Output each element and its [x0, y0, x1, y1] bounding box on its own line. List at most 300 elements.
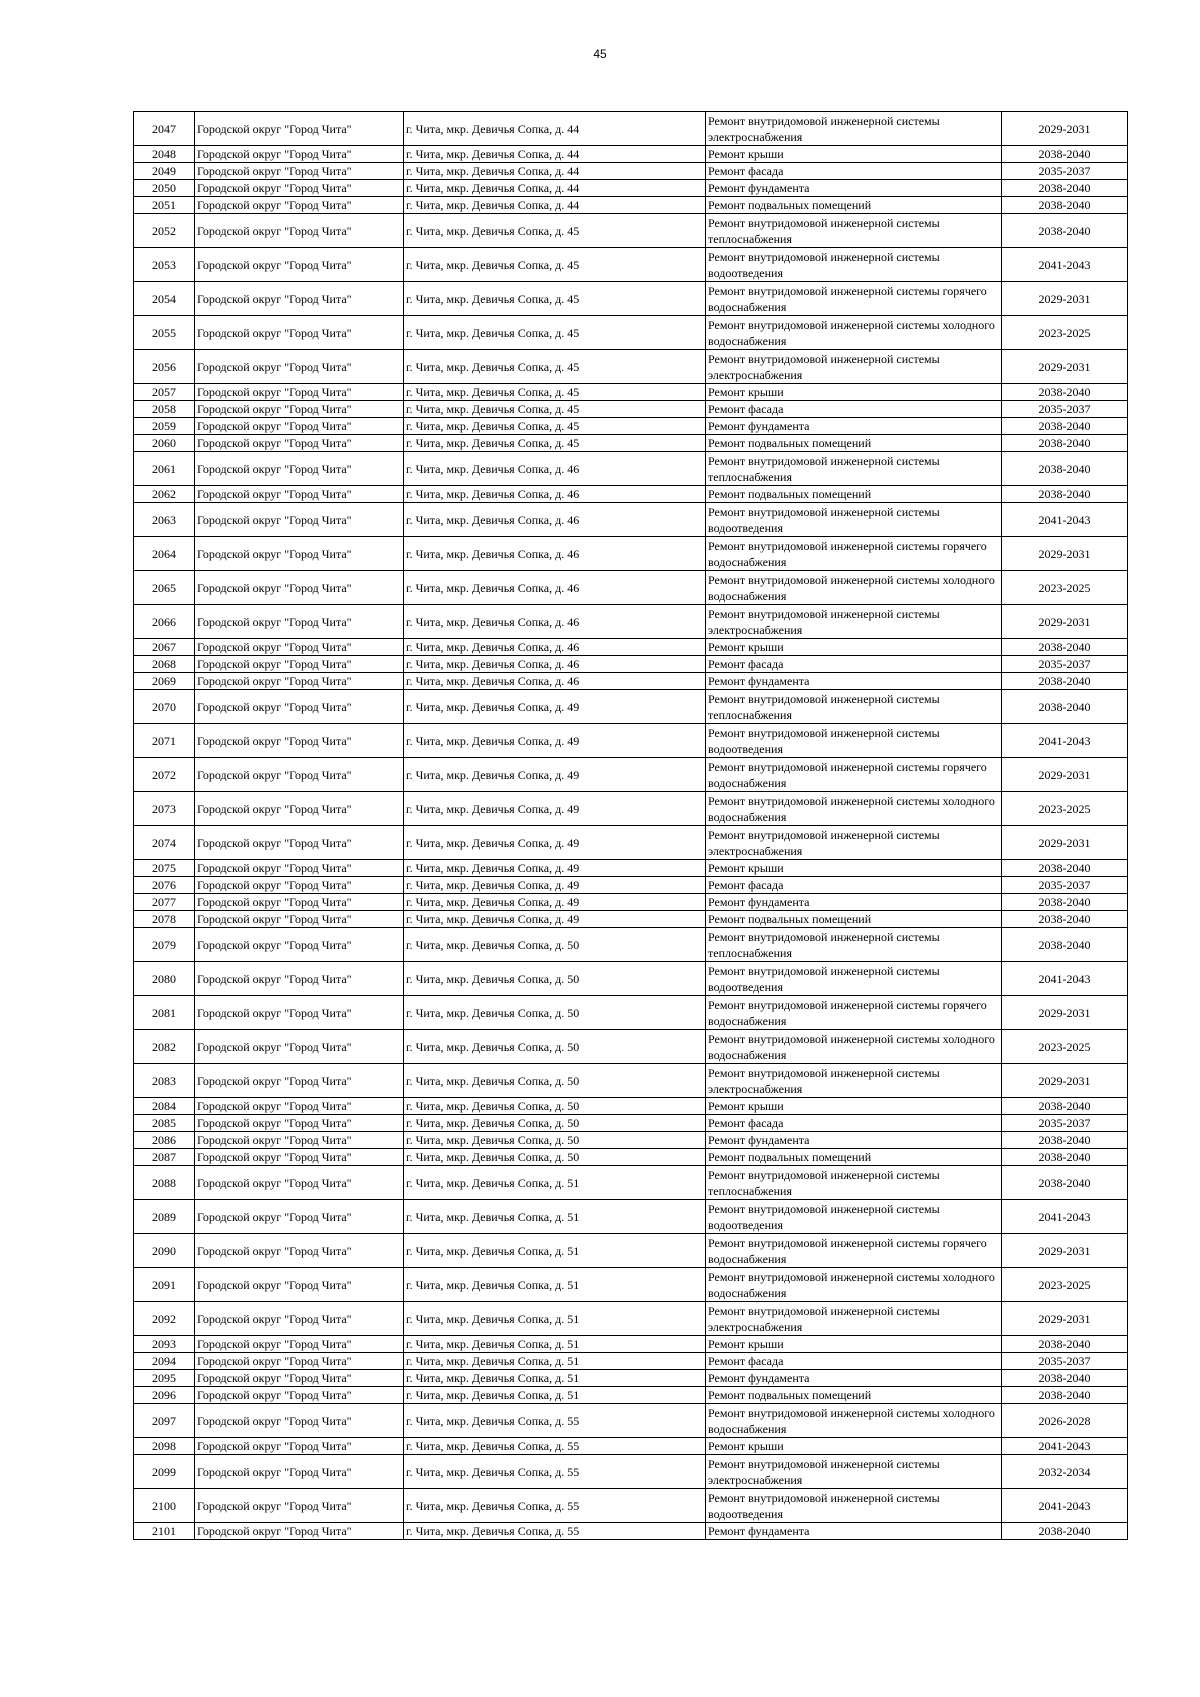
- address-cell: г. Чита, мкр. Девичья Сопка, д. 45: [404, 435, 706, 452]
- table-row: [134, 911, 1128, 928]
- table-row: [134, 1523, 1128, 1540]
- municipality-cell: Городской округ "Город Чита": [195, 452, 404, 486]
- address-cell: г. Чита, мкр. Девичья Сопка, д. 46: [404, 571, 706, 605]
- address-cell: г. Чита, мкр. Девичья Сопка, д. 49: [404, 826, 706, 860]
- row-number-cell: 2074: [134, 826, 195, 860]
- work-type-cell: Ремонт внутридомовой инженерной системы электроснабжения: [706, 1455, 1002, 1489]
- address-cell: г. Чита, мкр. Девичья Сопка, д. 44: [404, 163, 706, 180]
- address-cell: г. Чита, мкр. Девичья Сопка, д. 46: [404, 639, 706, 656]
- municipality-cell: Городской округ "Город Чита": [195, 928, 404, 962]
- work-type-cell: Ремонт фундамента: [706, 1370, 1002, 1387]
- work-type-cell: Ремонт внутридомовой инженерной системы горячего водоснабжения: [706, 996, 1002, 1030]
- municipality-cell: Городской округ "Город Чита": [195, 894, 404, 911]
- table-row: [134, 673, 1128, 690]
- period-cell: 2038-2040: [1002, 418, 1128, 435]
- municipality-cell: Городской округ "Город Чита": [195, 1132, 404, 1149]
- table-row: [134, 384, 1128, 401]
- work-type-cell: Ремонт фасада: [706, 401, 1002, 418]
- row-number-cell: 2056: [134, 350, 195, 384]
- table-row: [134, 1387, 1128, 1404]
- address-cell: г. Чита, мкр. Девичья Сопка, д. 51: [404, 1353, 706, 1370]
- period-cell: 2029-2031: [1002, 996, 1128, 1030]
- row-number-cell: 2100: [134, 1489, 195, 1523]
- work-type-cell: Ремонт внутридомовой инженерной системы холодного водоснабжения: [706, 792, 1002, 826]
- work-type-cell: Ремонт фасада: [706, 877, 1002, 894]
- period-cell: 2029-2031: [1002, 1234, 1128, 1268]
- row-number-cell: 2062: [134, 486, 195, 503]
- work-type-cell: Ремонт фундамента: [706, 894, 1002, 911]
- table-row: [134, 1149, 1128, 1166]
- address-cell: г. Чита, мкр. Девичья Сопка, д. 45: [404, 401, 706, 418]
- municipality-cell: Городской округ "Город Чита": [195, 1387, 404, 1404]
- period-cell: 2029-2031: [1002, 826, 1128, 860]
- period-cell: 2023-2025: [1002, 316, 1128, 350]
- municipality-cell: Городской округ "Город Чита": [195, 1438, 404, 1455]
- address-cell: г. Чита, мкр. Девичья Сопка, д. 51: [404, 1234, 706, 1268]
- row-number-cell: 2061: [134, 452, 195, 486]
- municipality-cell: Городской округ "Город Чита": [195, 1115, 404, 1132]
- address-cell: г. Чита, мкр. Девичья Сопка, д. 51: [404, 1268, 706, 1302]
- period-cell: 2038-2040: [1002, 639, 1128, 656]
- row-number-cell: 2047: [134, 112, 195, 146]
- address-cell: г. Чита, мкр. Девичья Сопка, д. 50: [404, 996, 706, 1030]
- work-type-cell: Ремонт фасада: [706, 163, 1002, 180]
- work-type-cell: Ремонт фундамента: [706, 673, 1002, 690]
- row-number-cell: 2055: [134, 316, 195, 350]
- period-cell: 2038-2040: [1002, 180, 1128, 197]
- period-cell: 2041-2043: [1002, 962, 1128, 996]
- period-cell: 2029-2031: [1002, 537, 1128, 571]
- municipality-cell: Городской округ "Город Чита": [195, 1336, 404, 1353]
- table-row: [134, 435, 1128, 452]
- row-number-cell: 2063: [134, 503, 195, 537]
- table-row: [134, 163, 1128, 180]
- table-row: [134, 656, 1128, 673]
- address-cell: г. Чита, мкр. Девичья Сопка, д. 49: [404, 758, 706, 792]
- municipality-cell: Городской округ "Город Чита": [195, 112, 404, 146]
- period-cell: 2035-2037: [1002, 1115, 1128, 1132]
- period-cell: 2038-2040: [1002, 1523, 1128, 1540]
- period-cell: 2032-2034: [1002, 1455, 1128, 1489]
- work-type-cell: Ремонт подвальных помещений: [706, 1387, 1002, 1404]
- table-row: [134, 962, 1128, 996]
- period-cell: 2035-2037: [1002, 656, 1128, 673]
- row-number-cell: 2073: [134, 792, 195, 826]
- municipality-cell: Городской округ "Город Чита": [195, 1200, 404, 1234]
- work-type-cell: Ремонт внутридомовой инженерной системы горячего водоснабжения: [706, 758, 1002, 792]
- period-cell: 2035-2037: [1002, 877, 1128, 894]
- table-row: [134, 571, 1128, 605]
- period-cell: 2029-2031: [1002, 758, 1128, 792]
- work-type-cell: Ремонт фасада: [706, 656, 1002, 673]
- work-type-cell: Ремонт крыши: [706, 384, 1002, 401]
- municipality-cell: Городской округ "Город Чита": [195, 1404, 404, 1438]
- table-row: [134, 605, 1128, 639]
- work-type-cell: Ремонт крыши: [706, 860, 1002, 877]
- row-number-cell: 2066: [134, 605, 195, 639]
- work-type-cell: Ремонт подвальных помещений: [706, 435, 1002, 452]
- row-number-cell: 2095: [134, 1370, 195, 1387]
- work-type-cell: Ремонт внутридомовой инженерной системы горячего водоснабжения: [706, 282, 1002, 316]
- municipality-cell: Городской округ "Город Чита": [195, 1370, 404, 1387]
- period-cell: 2023-2025: [1002, 1030, 1128, 1064]
- work-type-cell: Ремонт внутридомовой инженерной системы водоотведения: [706, 1200, 1002, 1234]
- work-type-cell: Ремонт внутридомовой инженерной системы электроснабжения: [706, 1302, 1002, 1336]
- work-type-cell: Ремонт крыши: [706, 1336, 1002, 1353]
- work-type-cell: Ремонт внутридомовой инженерной системы холодного водоснабжения: [706, 1404, 1002, 1438]
- address-cell: г. Чита, мкр. Девичья Сопка, д. 46: [404, 452, 706, 486]
- work-type-cell: Ремонт внутридомовой инженерной системы горячего водоснабжения: [706, 537, 1002, 571]
- municipality-cell: Городской округ "Город Чита": [195, 401, 404, 418]
- address-cell: г. Чита, мкр. Девичья Сопка, д. 45: [404, 282, 706, 316]
- table-row: [134, 350, 1128, 384]
- table-row: [134, 928, 1128, 962]
- address-cell: г. Чита, мкр. Девичья Сопка, д. 45: [404, 384, 706, 401]
- table-row: [134, 503, 1128, 537]
- row-number-cell: 2081: [134, 996, 195, 1030]
- table-row: [134, 1200, 1128, 1234]
- municipality-cell: Городской округ "Город Чита": [195, 537, 404, 571]
- period-cell: 2035-2037: [1002, 401, 1128, 418]
- row-number-cell: 2057: [134, 384, 195, 401]
- period-cell: 2038-2040: [1002, 197, 1128, 214]
- municipality-cell: Городской округ "Город Чита": [195, 639, 404, 656]
- row-number-cell: 2093: [134, 1336, 195, 1353]
- row-number-cell: 2059: [134, 418, 195, 435]
- address-cell: г. Чита, мкр. Девичья Сопка, д. 49: [404, 860, 706, 877]
- work-type-cell: Ремонт внутридомовой инженерной системы теплоснабжения: [706, 690, 1002, 724]
- municipality-cell: Городской округ "Город Чита": [195, 418, 404, 435]
- period-cell: 2041-2043: [1002, 1489, 1128, 1523]
- work-type-cell: Ремонт внутридомовой инженерной системы электроснабжения: [706, 350, 1002, 384]
- row-number-cell: 2049: [134, 163, 195, 180]
- row-number-cell: 2089: [134, 1200, 195, 1234]
- table-row: [134, 1455, 1128, 1489]
- address-cell: г. Чита, мкр. Девичья Сопка, д. 51: [404, 1387, 706, 1404]
- work-type-cell: Ремонт фундамента: [706, 1132, 1002, 1149]
- municipality-cell: Городской округ "Город Чита": [195, 1353, 404, 1370]
- row-number-cell: 2101: [134, 1523, 195, 1540]
- municipality-cell: Городской округ "Город Чита": [195, 435, 404, 452]
- row-number-cell: 2085: [134, 1115, 195, 1132]
- address-cell: г. Чита, мкр. Девичья Сопка, д. 50: [404, 1098, 706, 1115]
- address-cell: г. Чита, мкр. Девичья Сопка, д. 55: [404, 1489, 706, 1523]
- work-type-cell: Ремонт внутридомовой инженерной системы водоотведения: [706, 1489, 1002, 1523]
- period-cell: 2038-2040: [1002, 486, 1128, 503]
- row-number-cell: 2069: [134, 673, 195, 690]
- row-number-cell: 2048: [134, 146, 195, 163]
- municipality-cell: Городской округ "Город Чита": [195, 1523, 404, 1540]
- address-cell: г. Чита, мкр. Девичья Сопка, д. 46: [404, 486, 706, 503]
- address-cell: г. Чита, мкр. Девичья Сопка, д. 55: [404, 1455, 706, 1489]
- table-row: [134, 690, 1128, 724]
- row-number-cell: 2068: [134, 656, 195, 673]
- table-row: [134, 180, 1128, 197]
- period-cell: 2035-2037: [1002, 1353, 1128, 1370]
- period-cell: 2038-2040: [1002, 1132, 1128, 1149]
- municipality-cell: Городской округ "Город Чита": [195, 1455, 404, 1489]
- address-cell: г. Чита, мкр. Девичья Сопка, д. 55: [404, 1404, 706, 1438]
- period-cell: 2026-2028: [1002, 1404, 1128, 1438]
- row-number-cell: 2075: [134, 860, 195, 877]
- address-cell: г. Чита, мкр. Девичья Сопка, д. 49: [404, 690, 706, 724]
- table-row: [134, 1302, 1128, 1336]
- period-cell: 2038-2040: [1002, 1149, 1128, 1166]
- row-number-cell: 2064: [134, 537, 195, 571]
- work-type-cell: Ремонт внутридомовой инженерной системы электроснабжения: [706, 112, 1002, 146]
- municipality-cell: Городской округ "Город Чита": [195, 1030, 404, 1064]
- period-cell: 2023-2025: [1002, 571, 1128, 605]
- address-cell: г. Чита, мкр. Девичья Сопка, д. 49: [404, 877, 706, 894]
- table-row: [134, 1132, 1128, 1149]
- work-type-cell: Ремонт фасада: [706, 1353, 1002, 1370]
- row-number-cell: 2099: [134, 1455, 195, 1489]
- period-cell: 2023-2025: [1002, 792, 1128, 826]
- municipality-cell: Городской округ "Город Чита": [195, 996, 404, 1030]
- period-cell: 2029-2031: [1002, 605, 1128, 639]
- period-cell: 2038-2040: [1002, 146, 1128, 163]
- municipality-cell: Городской округ "Город Чита": [195, 486, 404, 503]
- table-body: [134, 112, 1128, 1540]
- period-cell: 2038-2040: [1002, 1370, 1128, 1387]
- row-number-cell: 2092: [134, 1302, 195, 1336]
- work-type-cell: Ремонт внутридомовой инженерной системы водоотведения: [706, 503, 1002, 537]
- table-row: [134, 1030, 1128, 1064]
- address-cell: г. Чита, мкр. Девичья Сопка, д. 50: [404, 1132, 706, 1149]
- table-row: [134, 1234, 1128, 1268]
- address-cell: г. Чита, мкр. Девичья Сопка, д. 46: [404, 605, 706, 639]
- work-type-cell: Ремонт внутридомовой инженерной системы холодного водоснабжения: [706, 571, 1002, 605]
- address-cell: г. Чита, мкр. Девичья Сопка, д. 45: [404, 316, 706, 350]
- table-row: [134, 112, 1128, 146]
- table-row: [134, 792, 1128, 826]
- row-number-cell: 2065: [134, 571, 195, 605]
- municipality-cell: Городской округ "Город Чита": [195, 1149, 404, 1166]
- address-cell: г. Чита, мкр. Девичья Сопка, д. 44: [404, 197, 706, 214]
- address-cell: г. Чита, мкр. Девичья Сопка, д. 51: [404, 1302, 706, 1336]
- period-cell: 2023-2025: [1002, 1268, 1128, 1302]
- address-cell: г. Чита, мкр. Девичья Сопка, д. 46: [404, 503, 706, 537]
- row-number-cell: 2080: [134, 962, 195, 996]
- address-cell: г. Чита, мкр. Девичья Сопка, д. 49: [404, 911, 706, 928]
- period-cell: 2041-2043: [1002, 248, 1128, 282]
- row-number-cell: 2072: [134, 758, 195, 792]
- repair-schedule-table: [133, 111, 1128, 1540]
- period-cell: 2041-2043: [1002, 1438, 1128, 1455]
- work-type-cell: Ремонт внутридомовой инженерной системы электроснабжения: [706, 826, 1002, 860]
- address-cell: г. Чита, мкр. Девичья Сопка, д. 44: [404, 112, 706, 146]
- address-cell: г. Чита, мкр. Девичья Сопка, д. 49: [404, 792, 706, 826]
- address-cell: г. Чита, мкр. Девичья Сопка, д. 50: [404, 1115, 706, 1132]
- work-type-cell: Ремонт крыши: [706, 1438, 1002, 1455]
- municipality-cell: Городской округ "Город Чита": [195, 1234, 404, 1268]
- period-cell: 2038-2040: [1002, 690, 1128, 724]
- row-number-cell: 2076: [134, 877, 195, 894]
- table-row: [134, 1353, 1128, 1370]
- address-cell: г. Чита, мкр. Девичья Сопка, д. 51: [404, 1200, 706, 1234]
- work-type-cell: Ремонт внутридомовой инженерной системы холодного водоснабжения: [706, 1268, 1002, 1302]
- municipality-cell: Городской округ "Город Чита": [195, 1302, 404, 1336]
- municipality-cell: Городской округ "Город Чита": [195, 384, 404, 401]
- address-cell: г. Чита, мкр. Девичья Сопка, д. 51: [404, 1166, 706, 1200]
- municipality-cell: Городской округ "Город Чита": [195, 792, 404, 826]
- work-type-cell: Ремонт внутридомовой инженерной системы горячего водоснабжения: [706, 1234, 1002, 1268]
- municipality-cell: Городской округ "Город Чита": [195, 860, 404, 877]
- municipality-cell: Городской округ "Город Чита": [195, 1098, 404, 1115]
- address-cell: г. Чита, мкр. Девичья Сопка, д. 50: [404, 1149, 706, 1166]
- period-cell: 2041-2043: [1002, 724, 1128, 758]
- work-type-cell: Ремонт крыши: [706, 146, 1002, 163]
- table-row: [134, 724, 1128, 758]
- row-number-cell: 2060: [134, 435, 195, 452]
- row-number-cell: 2086: [134, 1132, 195, 1149]
- address-cell: г. Чита, мкр. Девичья Сопка, д. 51: [404, 1370, 706, 1387]
- address-cell: г. Чита, мкр. Девичья Сопка, д. 55: [404, 1523, 706, 1540]
- table-row: [134, 1268, 1128, 1302]
- table-row: [134, 316, 1128, 350]
- address-cell: г. Чита, мкр. Девичья Сопка, д. 45: [404, 418, 706, 435]
- period-cell: 2038-2040: [1002, 860, 1128, 877]
- period-cell: 2038-2040: [1002, 894, 1128, 911]
- row-number-cell: 2084: [134, 1098, 195, 1115]
- municipality-cell: Городской округ "Город Чита": [195, 282, 404, 316]
- page-number: 45: [593, 47, 607, 61]
- row-number-cell: 2083: [134, 1064, 195, 1098]
- table-row: [134, 1370, 1128, 1387]
- municipality-cell: Городской округ "Город Чита": [195, 1166, 404, 1200]
- row-number-cell: 2078: [134, 911, 195, 928]
- table-row: [134, 401, 1128, 418]
- period-cell: 2041-2043: [1002, 1200, 1128, 1234]
- table-row: [134, 214, 1128, 248]
- municipality-cell: Городской округ "Город Чита": [195, 673, 404, 690]
- address-cell: г. Чита, мкр. Девичья Сопка, д. 49: [404, 894, 706, 911]
- municipality-cell: Городской округ "Город Чита": [195, 316, 404, 350]
- municipality-cell: Городской округ "Город Чита": [195, 605, 404, 639]
- table-row: [134, 1438, 1128, 1455]
- row-number-cell: 2053: [134, 248, 195, 282]
- address-cell: г. Чита, мкр. Девичья Сопка, д. 45: [404, 350, 706, 384]
- period-cell: 2038-2040: [1002, 911, 1128, 928]
- table-row: [134, 146, 1128, 163]
- table-row: [134, 1064, 1128, 1098]
- municipality-cell: Городской округ "Город Чита": [195, 877, 404, 894]
- work-type-cell: Ремонт крыши: [706, 1098, 1002, 1115]
- row-number-cell: 2087: [134, 1149, 195, 1166]
- period-cell: 2029-2031: [1002, 350, 1128, 384]
- period-cell: 2041-2043: [1002, 503, 1128, 537]
- address-cell: г. Чита, мкр. Девичья Сопка, д. 44: [404, 146, 706, 163]
- row-number-cell: 2090: [134, 1234, 195, 1268]
- row-number-cell: 2091: [134, 1268, 195, 1302]
- row-number-cell: 2077: [134, 894, 195, 911]
- work-type-cell: Ремонт внутридомовой инженерной системы электроснабжения: [706, 605, 1002, 639]
- period-cell: 2038-2040: [1002, 1336, 1128, 1353]
- address-cell: г. Чита, мкр. Девичья Сопка, д. 55: [404, 1438, 706, 1455]
- row-number-cell: 2071: [134, 724, 195, 758]
- period-cell: 2029-2031: [1002, 1302, 1128, 1336]
- work-type-cell: Ремонт подвальных помещений: [706, 911, 1002, 928]
- table-row: [134, 996, 1128, 1030]
- work-type-cell: Ремонт фундамента: [706, 180, 1002, 197]
- municipality-cell: Городской округ "Город Чита": [195, 1489, 404, 1523]
- municipality-cell: Городской округ "Город Чита": [195, 350, 404, 384]
- address-cell: г. Чита, мкр. Девичья Сопка, д. 46: [404, 537, 706, 571]
- municipality-cell: Городской округ "Город Чита": [195, 180, 404, 197]
- address-cell: г. Чита, мкр. Девичья Сопка, д. 50: [404, 1064, 706, 1098]
- work-type-cell: Ремонт внутридомовой инженерной системы холодного водоснабжения: [706, 316, 1002, 350]
- work-type-cell: Ремонт подвальных помещений: [706, 486, 1002, 503]
- municipality-cell: Городской округ "Город Чита": [195, 571, 404, 605]
- period-cell: 2038-2040: [1002, 673, 1128, 690]
- table-row: [134, 1404, 1128, 1438]
- period-cell: 2038-2040: [1002, 1387, 1128, 1404]
- period-cell: 2038-2040: [1002, 928, 1128, 962]
- municipality-cell: Городской округ "Город Чита": [195, 690, 404, 724]
- table-row: [134, 877, 1128, 894]
- table-row: [134, 537, 1128, 571]
- table-row: [134, 248, 1128, 282]
- row-number-cell: 2098: [134, 1438, 195, 1455]
- period-cell: 2029-2031: [1002, 282, 1128, 316]
- address-cell: г. Чита, мкр. Девичья Сопка, д. 45: [404, 214, 706, 248]
- municipality-cell: Городской округ "Город Чита": [195, 656, 404, 673]
- municipality-cell: Городской округ "Город Чита": [195, 826, 404, 860]
- row-number-cell: 2050: [134, 180, 195, 197]
- municipality-cell: Городской округ "Город Чита": [195, 758, 404, 792]
- period-cell: 2038-2040: [1002, 1166, 1128, 1200]
- row-number-cell: 2070: [134, 690, 195, 724]
- municipality-cell: Городской округ "Город Чита": [195, 962, 404, 996]
- period-cell: 2038-2040: [1002, 384, 1128, 401]
- period-cell: 2038-2040: [1002, 452, 1128, 486]
- table-row: [134, 758, 1128, 792]
- work-type-cell: Ремонт внутридомовой инженерной системы теплоснабжения: [706, 1166, 1002, 1200]
- period-cell: 2035-2037: [1002, 163, 1128, 180]
- work-type-cell: Ремонт внутридомовой инженерной системы холодного водоснабжения: [706, 1030, 1002, 1064]
- table-row: [134, 826, 1128, 860]
- table-row: [134, 639, 1128, 656]
- municipality-cell: Городской округ "Город Чита": [195, 911, 404, 928]
- work-type-cell: Ремонт фундамента: [706, 1523, 1002, 1540]
- address-cell: г. Чита, мкр. Девичья Сопка, д. 49: [404, 724, 706, 758]
- work-type-cell: Ремонт подвальных помещений: [706, 1149, 1002, 1166]
- table-row: [134, 1115, 1128, 1132]
- address-cell: г. Чита, мкр. Девичья Сопка, д. 50: [404, 1030, 706, 1064]
- row-number-cell: 2079: [134, 928, 195, 962]
- period-cell: 2038-2040: [1002, 214, 1128, 248]
- address-cell: г. Чита, мкр. Девичья Сопка, д. 50: [404, 928, 706, 962]
- table-row: [134, 1166, 1128, 1200]
- row-number-cell: 2051: [134, 197, 195, 214]
- table-row: [134, 197, 1128, 214]
- period-cell: 2038-2040: [1002, 1098, 1128, 1115]
- work-type-cell: Ремонт фундамента: [706, 418, 1002, 435]
- municipality-cell: Городской округ "Город Чита": [195, 146, 404, 163]
- address-cell: г. Чита, мкр. Девичья Сопка, д. 51: [404, 1336, 706, 1353]
- work-type-cell: Ремонт внутридомовой инженерной системы водоотведения: [706, 962, 1002, 996]
- period-cell: 2029-2031: [1002, 1064, 1128, 1098]
- table-row: [134, 452, 1128, 486]
- work-type-cell: Ремонт внутридомовой инженерной системы теплоснабжения: [706, 928, 1002, 962]
- table-row: [134, 1336, 1128, 1353]
- address-cell: г. Чита, мкр. Девичья Сопка, д. 50: [404, 962, 706, 996]
- row-number-cell: 2058: [134, 401, 195, 418]
- municipality-cell: Городской округ "Город Чита": [195, 163, 404, 180]
- work-type-cell: Ремонт внутридомовой инженерной системы теплоснабжения: [706, 214, 1002, 248]
- municipality-cell: Городской округ "Город Чита": [195, 214, 404, 248]
- row-number-cell: 2052: [134, 214, 195, 248]
